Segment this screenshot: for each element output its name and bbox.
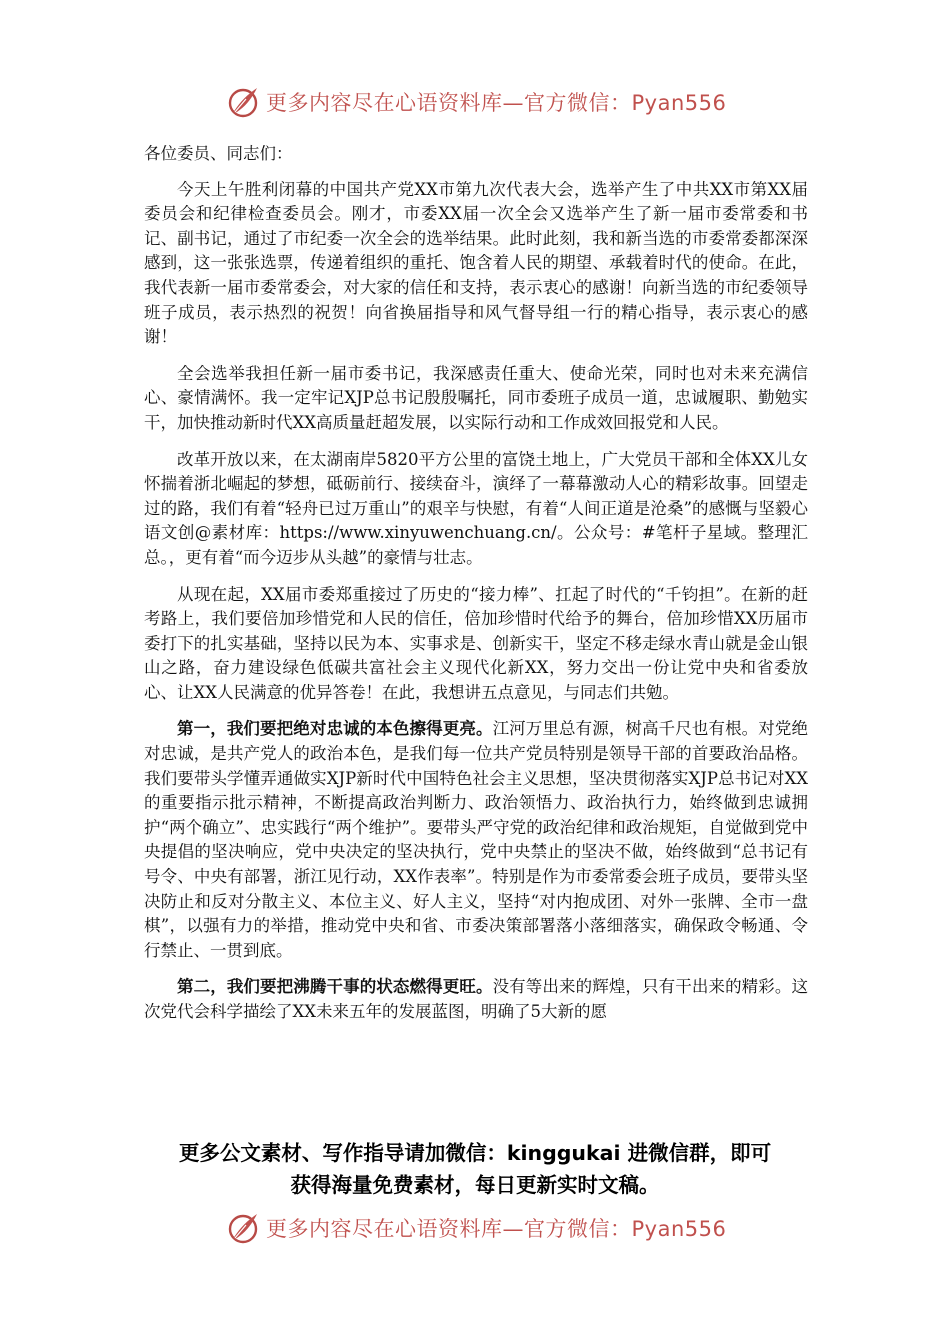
footer-banner-text: 更多内容尽在心语资料库—官方微信：Pyan556	[266, 1217, 727, 1241]
paragraph-mission: 从现在起，XX届市委郑重接过了历史的“接力棒”、扛起了时代的“千钧担”。在新的赶考路上，我们要倍加珍惜党和人民的信任，倍加珍惜时代给予的舞台，倍加珍惜XX历届市委打下的扎实基础，坚持以民为本、实事求是、创新实干，坚定不移走绿水青山就是金山银山之路，奋力建设绿色低碳共富社会主义现代化新XX，努力交出一份让党中央和省委放心、让XX人民满意的优异答卷！在此，我想讲五点意见，与同志们共勉。	[144, 584, 808, 702]
paragraph-history: 改革开放以来，在太湖南岸5820平方公里的富饶土地上，广大党员干部和全体XX儿女怀揣着浙北崛起的梦想，砥砺前行、接续奋斗，演绎了一幕幕激动人心的精彩故事。回望走过的路，我们有着“轻舟已过万重山”的艰辛与快慰，有着“人间正道是沧桑”的感慨与坚毅心语文创@素材库：https://www.xinyuwenchuang.cn/。公众号：#笔杆子星域。整理汇总。，更有着“而今迈步从头越”的豪情与壮志。	[144, 449, 808, 567]
paragraph-point-one	[144, 717, 808, 963]
quill-pen-icon	[226, 1211, 260, 1245]
paragraph-opening: 今天上午胜利闭幕的中国共产党XX市第九次代表大会，选举产生了中共XX市第XX届委员会和纪律检查委员会。刚才，市委XX届一次全会又选举产生了新一届市委常委和书记、副书记，通过了市纪委一次全会的选举结果。此时此刻，我和新当选的市委常委都深深感到，这一张张选票，传递着组织的重托、饱含着人民的期望、承载着时代的使命。在此，我代表新一届市委常委会，对大家的信任和支持，表示衷心的感谢！向新当选的市纪委领导班子成员，表示热烈的祝贺！向省换届指导和风气督导组一行的精心指导，表示衷心的感谢！	[144, 179, 808, 347]
salutation: 各位委员、同志们：	[144, 144, 293, 163]
paragraph-point-two	[144, 975, 808, 1024]
point-one-heading: 第一，我们要把绝对忠诚的本色擦得更亮。	[177, 719, 493, 739]
promo-line-1: 更多公文素材、写作指导请加微信：kinggukai 进微信群，即可	[178, 1141, 772, 1165]
quill-pen-icon	[226, 85, 260, 119]
letter-body	[144, 142, 808, 1037]
header-banner-text: 更多内容尽在心语资料库—官方微信：Pyan556	[266, 91, 727, 115]
header-banner	[226, 82, 746, 122]
paragraph-election: 全会选举我担任新一届市委书记，我深感责任重大、使命光荣，同时也对未来充满信心、豪情满怀。我一定牢记XJP总书记殷殷嘱托，同市委班子成员一道，忠诚履职、勤勉实干，加快推动新时代XX高质量赶超发展，以实际行动和工作成效回报党和人民。	[144, 363, 808, 432]
promo-notice	[100, 1137, 850, 1201]
point-two-heading: 第二，我们要把沸腾干事的状态燃得更旺。	[177, 977, 493, 997]
footer-banner	[226, 1208, 746, 1248]
point-one-body: 江河万里总有源，树高千尺也有根。对党绝对忠诚，是共产党人的政治本色，是我们每一位共产党员特别是领导干部的首要政治品格。我们要带头学懂弄通做实XJP新时代中国特色社会主义思想，坚决贯彻落实XJP总书记对XX的重要指示批示精神，不断提高政治判断力、政治领悟力、政治执行力，始终做到忠诚拥护“两个确立”、忠实践行“两个维护”。要带头严守党的政治纪律和政治规矩，自觉做到党中央提倡的坚决响应，党中央决定的坚决执行，党中央禁止的坚决不做，始终做到“总书记有号令、中央有部署，浙江见行动，XX作表率”。特别是作为市委常委会班子成员，要带头坚决防止和反对分散主义、本位主义、好人主义，坚持“对内抱成团、对外一张牌、全市一盘棋”，以强有力的举措，推动党中央和省、市委决策部署落小落细落实，确保政令畅通、令行禁止、一贯到底。	[144, 719, 809, 960]
promo-line-2: 获得海量免费素材，每日更新实时文稿。	[290, 1173, 660, 1197]
point-two-body: 没有等出来的辉煌，只有干出来的精彩。这次党代会科学描绘了XX未来五年的发展蓝图，明确了5大新的愿	[144, 977, 809, 1021]
